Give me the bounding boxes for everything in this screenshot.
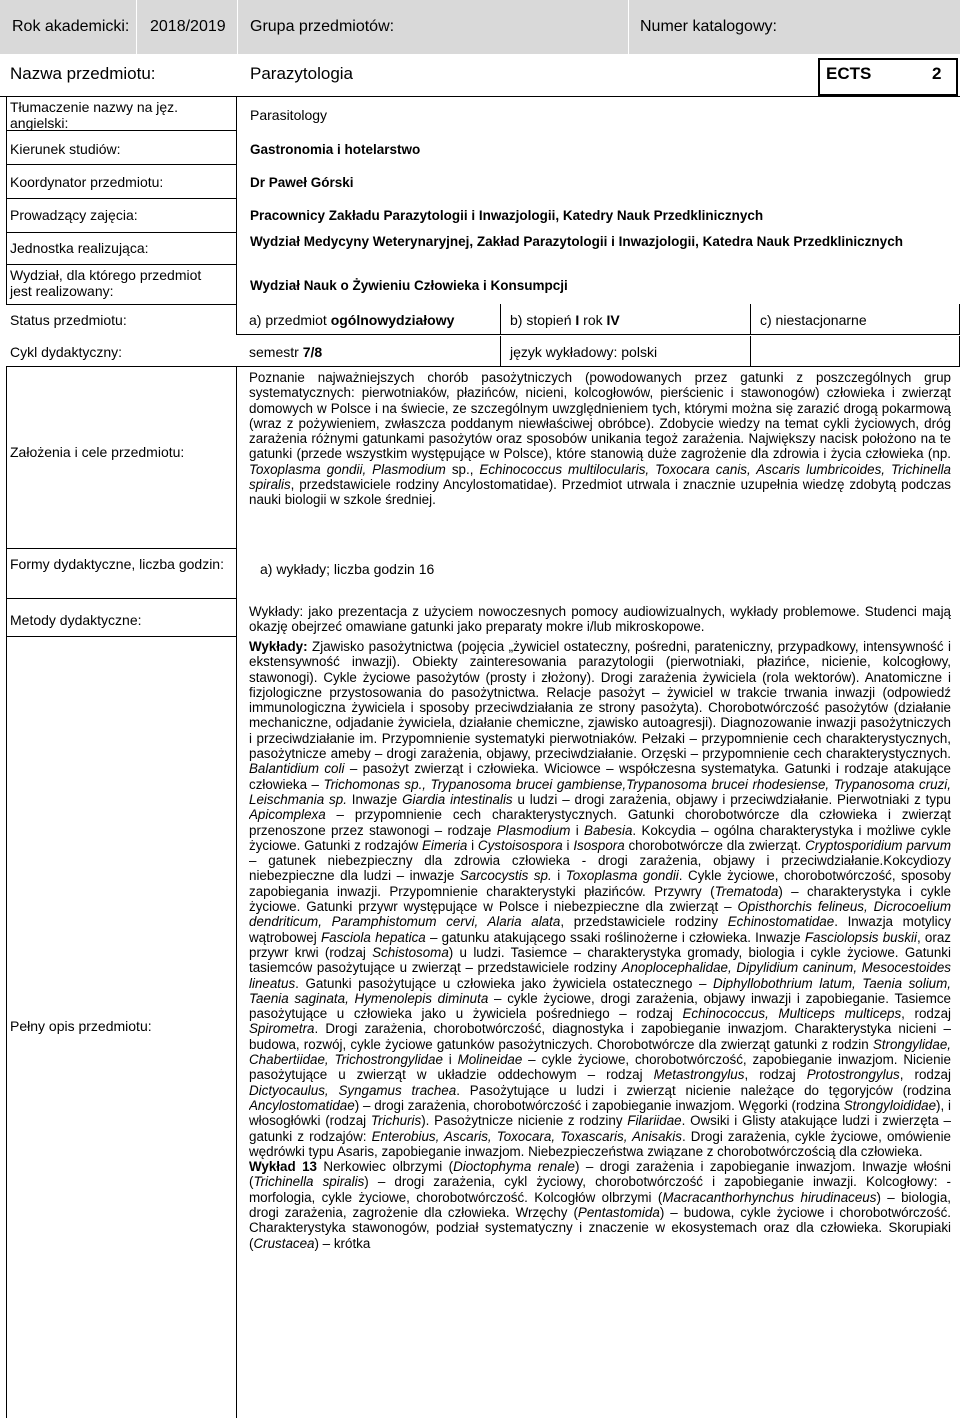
ects-label: ECTS (826, 64, 872, 83)
unit-value: Wydział Medycyny Weterynaryjnej, Zakład Parazytologii i Inwazjologii, Katedra Nauk Przedklinicznych (250, 234, 903, 249)
forms-value: a) wykłady; liczba godzin 16 (260, 561, 435, 577)
instructors-value: Pracownicy Zakładu Parazytologii i Inwazjologii, Katedry Nauk Przedklinicznych (250, 208, 764, 223)
faculty-value: Wydział Nauk o Żywieniu Człowieka i Konsumpcji (250, 278, 568, 293)
cycle-semester: semestr 7/8 (249, 344, 323, 360)
full-description-text: Wykłady: Zjawisko pasożytnictwa (pojęcia „żywiciel ostateczny, pośredni, parateniczny, przypadkowy, intensywność i ekstensywność inwazji). Obiekty zainteresowania parazytologii (pierwotniaki, płazińce, nicienie, kolcogłowy, stawonogi). Cykle życiowe pasożytów (prosty i złożony). Drogi zarażenia żywiciela (rola wektorów). Anatomiczne i fizjologiczne przystosowania do pasożytnictwa. Relacje pasożyt – żywiciel w trakcie trwania inwazji (odpowiedź immunologiczna żywiciela i sposoby przeciwdziałania ze strony pasożyta). Chorobotwórczość pasożytów (działanie mechaniczne, odjadanie żywiciela, działanie chemiczne, zjawisko autoagresji). Diagnozowanie inwazji pasożytniczych i przeciwdziałanie im. Przypomnienie systematyki pierwotniaków. Pełzaki – przypomnienie cech charakterystycznych, pasożytnicze ameby – drogi zarażenia, objawy, przeciwdziałanie. Orzęski – przypomnienie cech charakterystycznych. Balantidium coli – pasożyt zwierząt i człowieka. Wiciowce – współczesna systematyka. Gatunki i rodzaje atakujące człowieka – Trichomonas sp., Trypanosoma brucei gambiense,Trypanosoma brucei rhodesiense, Trypanosoma cruzi, Leischmania sp. Inwazje Giardia intestinalis u ludzi – drogi zarażenia, objawy i przeciwdziałanie. Pierwotniaki z typu Apicomplexa – przypomnienie cech charakterystycznych. Gatunki chorobotwórcze dla człowieka i zwierząt przenoszone przez stawonogi – rodzaje Plasmodium i Babesia. Kokcydia – ogólna charakterystyka i możliwe cykle życiowe. Gatunki z rodzajów Eimeria i Cystoisospora i Isospora chorobotwórcze dla zwierząt. Cryptosporidium parvum – gatunek niebezpieczny dla zdrowia człowieka - drogi zarażenia, objawy i przeciwdziałanie.Kokcydiozy niebezpieczne dla ludzi – inwazje Sarcocystis sp. i Toxoplasma gondii. Cykle życiowe, chorobotwórczość, sposoby zapobiegania inwazji. Przypomnienie charakterystyki płazińców. Przywry (Trematoda) – charakterystyka i cykle życiowe. Gatunki przywr występujące w Polsce i niebezpieczne dla zwierząt – Opisthorchis felineus, Dicrocoelium dendriticum, Paramphistomum cervi, Alaria alata, przedstawiciele rodziny Echinostomatidae. Inwazja motylicy wątrobowej Fasciola hepatica – gatunku atakującego ssaki roślinożerne i człowieka. Inwazje Fasciolopsis buskii, oraz przywr krwi (rodzaj Schistosoma) u ludzi. Tasiemce – charakterystyka gromady, biologia i cykle życiowe. Gatunki tasiemców pasożytujące u zwierząt – przedstawiciele rodziny Anoplocephalidae, Dipylidium caninum, Mesocestoides lineatus. Gatunki pasożytujące u człowieka jako żywiciela ostatecznego – Diphyllobothrium latum, Taenia solium, Taenia saginata, Hymenolepis diminuta – cykle życiowe, drogi zarażenia, objawy inwazji i zapobieganie. Tasiemce pasożytujące u człowieka jako u żywiciela pośredniego – rodzaj Echinococcus, Multiceps multiceps, rodzaj Spirometra. Drogi zarażenia, chorobotwórczość, diagnostyka i zapobieganie inwazjom. Charakterystyka nicieni – budowa, rozwój, cykle życiowe gatunków pasożytniczych. Chorobotwórcze dla zwierząt gatunki z rodzin Strongylidae, Chabertiidae, Trichostrongylidae i Molineidae – cykle życiowe, chorobotwórczość, zapobieganie inwazjom. Nicienie pasożytujące u zwierząt w układzie oddechowym – rodzaj Metastrongylus, rodzaj Protostrongylus, rodzaj Dictyocaulus, Syngamus trachea. Pasożytujące u ludzi i zwierząt nicienie należące do tęgoryjców (rodzina Ancylostomatidae) – drogi zarażenia, chorobotwórczość i zapobieganie inwazjom. Węgorki (rodzina Strongyloididae), i włosogłówki (rodzaj Trichuris). Pasożytnicze nicienie z rodziny Filariidae. Owsiki i Glisty atakujące ludzi i zwierzęta – gatunki z rodzajów: Enterobius, Ascaris, Toxocara, Toxascaris, Anisakis. Drogi zarażenia, cykle życiowe, omówienie wędrówki typu Asaris, zapobieganie inwazjom. Niebezpieczeństwa związane z chorobotwórczością dla człowieka. Wykład 13 Nerkowiec olbrzymi (Dioctophyma renale) – drogi zarażenia i zapobieganie inwazjom. Inwazje włośni (Trichinella spiralis) – drogi zarażenia, cykl życiowy, chorobotwórczość i zapobieganie inwazji. Kolcogłowy: - morfologia, cykle życiowe, chorobotwórczość. Kolcogłów olbrzymi (Macracanthorhynchus hirudinaceus) – biologia, drogi zarażenia, zagrożenie dla człowieka. Wrzęchy (Pentastomida) – budowa, cykle życiowe i chorobotwórczość. Charakterystyka stawonogów, podział systematyczny i znaczenie w ekosystemach oraz dla człowieka. Skorupiaki (Crustacea) – krótka (249, 639, 951, 1251)
goals-text: Poznanie najważniejszych chorób pasożytniczych (powodowanych przez gatunki z poszczególnych grup systematycznych: pierwotniaków, płazińców, nicieni, kolcogłowów, pierścienic i stawonogów) człowieka i zwierząt domowych w Polsce i na świecie, ze szczególnym uwzględnieniem tych, którymi można się zarazić drogą pokarmową (wraz z pożywieniem, zwłaszcza poddanym niewłaściwej obróbce). Zdobycie wiedzy na temat cykli życiowych, dróg zarażenia różnymi gatunkami pasożytów oraz sposobów unikania tegoż zarażenia. Największy nacisk położono na te gatunki (przede wszystkim występujące w Polsce), które stanowią duże zagrożenie dla zdrowia i życia człowieka (np. Toxoplasma gondii, Plasmodium sp., Echinococcus multilocularis, Toxocara canis, Ascaris lumbricoides, Trichinella spiralis, przedstawiciele rodziny Ancylostomatidae). Przedmiot utrwala i znacznie uzupełnia wiedzę zdobytą podczas nauki biologii w szkole średniej. (249, 370, 952, 508)
methods-label: Metody dydaktyczne: (10, 612, 142, 628)
ects-value: 2 (932, 64, 942, 83)
course-name-value: Parazytologia (250, 64, 354, 83)
description-label: Pełny opis przedmiotu: (10, 1018, 152, 1034)
status-level: b) stopień I rok IV (510, 312, 620, 328)
course-name-label: Nazwa przedmiotu: (10, 64, 156, 83)
cycle-label: Cykl dydaktyczny: (10, 344, 123, 360)
status-label: Status przedmiotu: (10, 312, 127, 328)
forms-label: Formy dydaktyczne, liczba godzin: (10, 556, 224, 572)
coordinator-label: Koordynator przedmiotu: (10, 174, 164, 190)
academic-year-value: 2018/2019 (150, 18, 226, 35)
status-type: a) przedmiot ogólnowydziałowy (249, 312, 455, 328)
translation-label: Tłumaczenie nazwy na jęz. angielski: (10, 99, 179, 131)
methods-value: Wykłady: jako prezentacja z użyciem nowoczesnych pomocy audiowizualnych, wykłady problemowe. Studenci mają okazję obejrzeć omawiane gatunki jako preparaty mokre i/lub mikroskopowe. (249, 604, 951, 635)
study-field-label: Kierunek studiów: (10, 141, 121, 157)
coordinator-value: Dr Paweł Górski (250, 175, 354, 190)
instructors-label: Prowadzący zajęcia: (10, 207, 138, 223)
academic-year-label: Rok akademicki: (12, 18, 130, 35)
course-group-label: Grupa przedmiotów: (250, 18, 395, 35)
status-mode: c) niestacjonarne (760, 312, 867, 328)
header-bar (0, 0, 960, 54)
catalog-number-label: Numer katalogowy: (640, 18, 777, 35)
lecture-language: język wykładowy: polski (510, 344, 658, 360)
faculty-label: Wydział, dla którego przedmiot jest realizowany: (10, 267, 202, 299)
goals-label: Założenia i cele przedmiotu: (10, 444, 185, 460)
translation-value: Parasitology (250, 107, 328, 123)
study-field-value: Gastronomia i hotelarstwo (250, 142, 421, 157)
unit-label: Jednostka realizująca: (10, 240, 149, 256)
